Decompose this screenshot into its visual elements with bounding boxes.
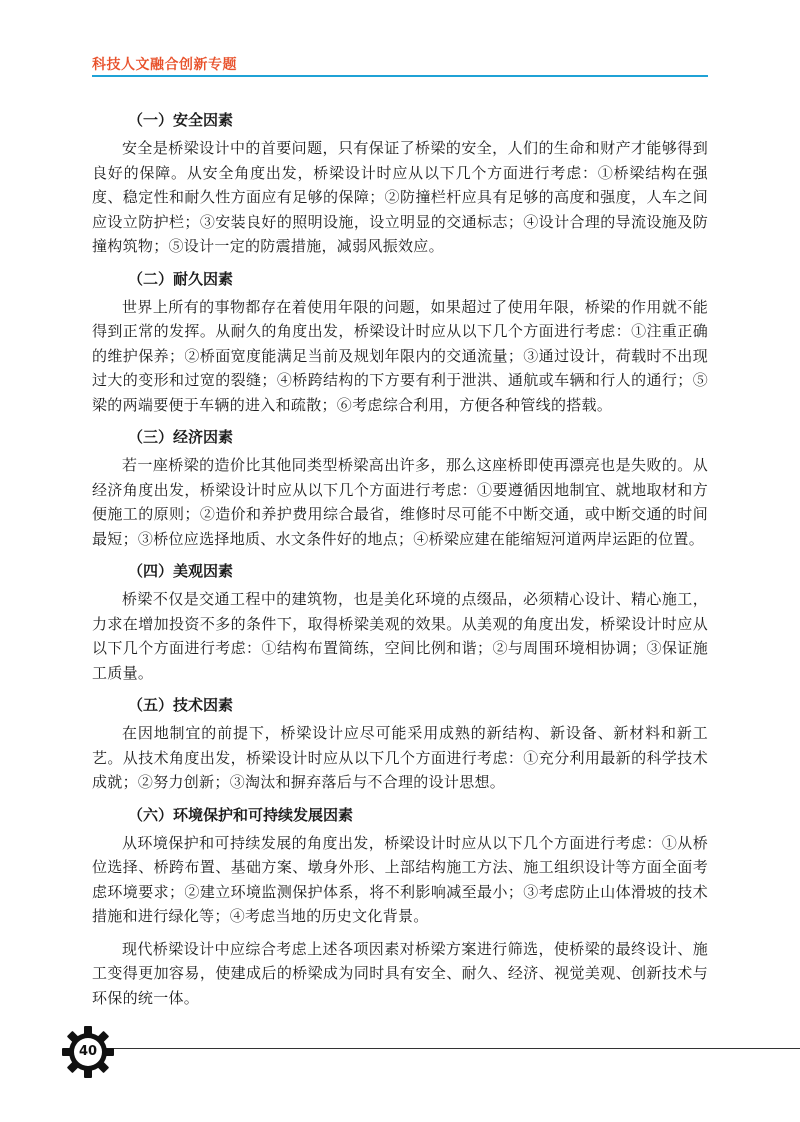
paragraph: 安全是桥梁设计中的首要问题，只有保证了桥梁的安全，人们的生命和财产才能够得到良好的保障。从安全角度出发，桥梁设计时应从以下几个方面进行考虑：①桥梁结构在强度、稳定性和耐久性方面应有足够的保障；②防撞栏杆应具有足够的高度和强度，人车之间应设立防护栏；③安装良好的照明设施，设立明显的交通标志；④设计合理的导流设施及防撞构筑物；⑤设计一定的防震措施，减弱风振效应。 xyxy=(92,139,708,255)
section-heading: （二）耐久因素 xyxy=(128,269,234,288)
section-heading: （一）安全因素 xyxy=(128,111,234,129)
header-rule xyxy=(92,75,708,77)
paragraph: 现代桥梁设计中应综合考虑上述各项因素对桥梁方案进行筛选，使桥梁的最终设计、施工变得更加容易，使建成后的桥梁成为同时具有安全、耐久、经济、视觉美观、创新技术与环保的统一体。 xyxy=(92,939,708,1007)
section-aesthetics xyxy=(92,559,708,685)
paragraph: 世界上所有的事物都存在着使用年限的问题，如果超过了使用年限，桥梁的作用就不能得到正常的发挥。从耐久的角度出发，桥梁设计时应从以下几个方面进行考虑：①注重正确的维护保养；②桥面宽度能满足当前及规划年限内的交通流量；③通过设计，荷载时不出现过大的变形和过宽的裂缝；④桥跨结构的下方要有利于泄洪、通航或车辆和行人的通行；⑤梁的两端要便于车辆的进入和疏散；⑥考虑综合利用，方便各种管线的搭载。 xyxy=(92,297,708,414)
paragraph: 桥梁不仅是交通工程中的建筑物，也是美化环境的点缀品，必须精心设计、精心施工，力求在增加投资不多的条件下，取得桥梁美观的效果。从美观的角度出发，桥梁设计时应从以下几个方面进行考虑：①结构布置简练，空间比例和谐；②与周围环境相协调；③保证施工质量。 xyxy=(92,590,708,682)
section-heading: （六）环境保护和可持续发展因素 xyxy=(128,805,354,824)
running-header xyxy=(92,52,708,80)
section-environment xyxy=(92,803,708,1011)
section-heading: （三）经济因素 xyxy=(128,428,234,446)
paragraph: 在因地制宜的前提下，桥梁设计应尽可能采用成熟的新结构、新设备、新材料和新工艺。从技术角度出发，桥梁设计时应从以下几个方面进行考虑：①充分利用最新的科学技术成就；②努力创新；③淘汰和摒弃落后与不合理的设计思想。 xyxy=(92,724,708,791)
header-title: 科技人文融合创新专题 xyxy=(92,57,237,73)
paragraph: 从环境保护和可持续发展的角度出发，桥梁设计时应从以下几个方面进行考虑：①从桥位选择、桥跨布置、基础方案、墩身外形、上部结构施工方法、施工组织设计等方面全面考虑环境要求；②建立环境监测保护体系，将不利影响减至最小；③考虑防止山体滑坡的技术措施和进行绿化等；④考虑当地的历史文化背景。 xyxy=(92,833,708,925)
section-heading: （五）技术因素 xyxy=(128,696,234,714)
section-safety xyxy=(92,108,708,259)
footer-rule xyxy=(110,1048,800,1049)
section-durability xyxy=(92,267,708,418)
section-heading: （四）美观因素 xyxy=(128,562,234,580)
main-content xyxy=(92,108,708,1018)
section-technology xyxy=(92,693,708,795)
section-economy xyxy=(92,425,708,551)
paragraph: 若一座桥梁的造价比其他同类型桥梁高出许多，那么这座桥即使再漂亮也是失败的。从经济角度出发，桥梁设计时应从以下几个方面进行考虑：①要遵循因地制宜、就地取材和方便施工的原则；②造价和养护费用综合最省，维修时尽可能不中断交通，或中断交通的时间最短；③桥位应选择地质、水文条件好的地点；④桥梁应建在能缩短河道两岸运距的位置。 xyxy=(92,456,708,548)
page-number: 40 xyxy=(78,1044,98,1059)
